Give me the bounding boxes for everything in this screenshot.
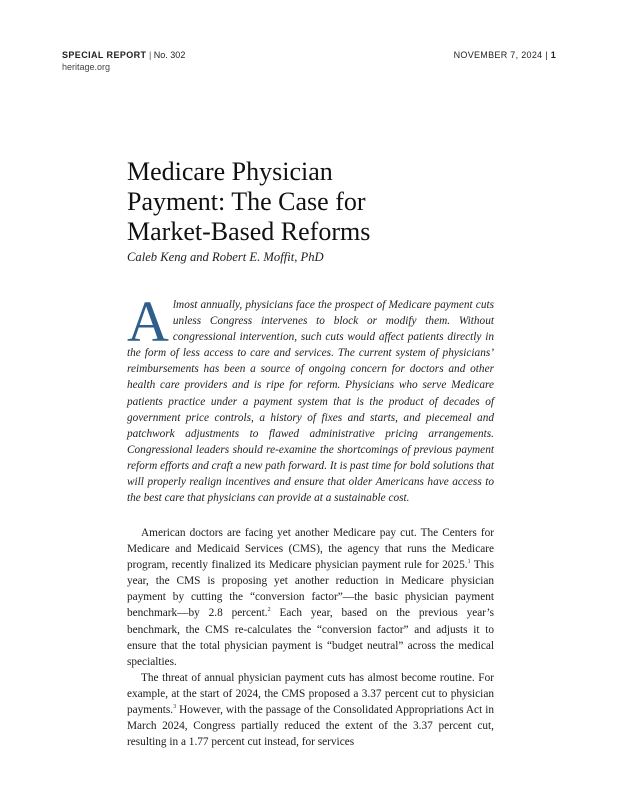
report-label: SPECIAL REPORT xyxy=(62,50,147,60)
report-id-line xyxy=(62,49,185,61)
abstract xyxy=(127,289,494,506)
body-text xyxy=(127,525,494,750)
author-byline: Caleb Keng and Robert E. Moffit, PhD xyxy=(127,250,324,264)
abstract-text: lmost annually, physicians face the prospect of Medicare payment cuts unless Congress intervenes to block or modify them. Without congressional intervention, such cuts would affect patients directly in the form of less access to care and services. The current system of physicians’ reimbursements has been a source of ongoing concern for doctors and other health care providers and is ripe for reform. Physicians who serve Medicare patients practice under a payment system that is the product of decades of government price controls, a history of fixes and starts, and piecemeal and patchwork adjustments to flawed administrative pricing arrangements. Congressional leaders should re-examine the shortcomings of previous payment reform efforts and craft a new path forward. It is past time for bold solutions that will properly realign incentives and ensure that older Americans have access to the best care that physicians can provide at a sustainable cost. xyxy=(127,299,494,505)
title-line-1: Medicare Physician xyxy=(127,157,333,186)
publication-date: NOVEMBER 7, 2024 xyxy=(453,50,543,60)
paragraph-1-part-a: American doctors are facing yet another Medicare pay cut. The Centers for Medicare and Medicaid Services (CMS), the agency that runs the Medicare program, recently finalized its Medicare physician payment rule for 2025. xyxy=(127,527,494,572)
footnote-ref-2[interactable]: 2 xyxy=(267,607,271,614)
drop-cap: A xyxy=(127,289,169,354)
report-number: No. 302 xyxy=(153,50,186,60)
paragraph-1 xyxy=(127,525,494,670)
footnote-ref-3[interactable]: 3 xyxy=(173,704,177,711)
paragraph-2 xyxy=(127,670,494,750)
header-separator: | xyxy=(146,50,154,60)
page-number: 1 xyxy=(550,50,556,60)
paragraph-1-part-b: This year, the CMS is proposing yet another reduction in Medicare physician payment by cutting the “conversion factor”—the basic physician payment benchmark—by 2.8 percent. xyxy=(127,559,494,620)
paragraph-1-part-c: Each year, based on the previous year’s benchmark, the CMS re-calculates the “conversion factor” and adjusts it to ensure that the total physician payment is “budget neutral” across the medical specialties. xyxy=(127,607,494,668)
site-url[interactable]: heritage.org xyxy=(62,62,111,72)
footnote-ref-1[interactable]: 1 xyxy=(467,559,471,566)
title-line-3: Market-Based Reforms xyxy=(127,217,371,246)
paragraph-2-part-a: The threat of annual physician payment cuts has almost become routine. For example, at the start of 2024, the CMS proposed a 3.37 percent cut to physician payments. xyxy=(127,671,494,717)
title-line-2: Payment: The Case for xyxy=(127,187,366,216)
paper-title xyxy=(127,157,547,247)
page-separator: | xyxy=(542,50,551,60)
paragraph-2-part-b: However, with the passage of the Consolidated Appropriations Act in March 2024, Congress partially reduced the extent of the 3.37 percent cut, resulting in a 1.77 percent cut instead, for services xyxy=(127,704,494,749)
report-header xyxy=(62,49,185,73)
date-page-header xyxy=(454,49,556,61)
